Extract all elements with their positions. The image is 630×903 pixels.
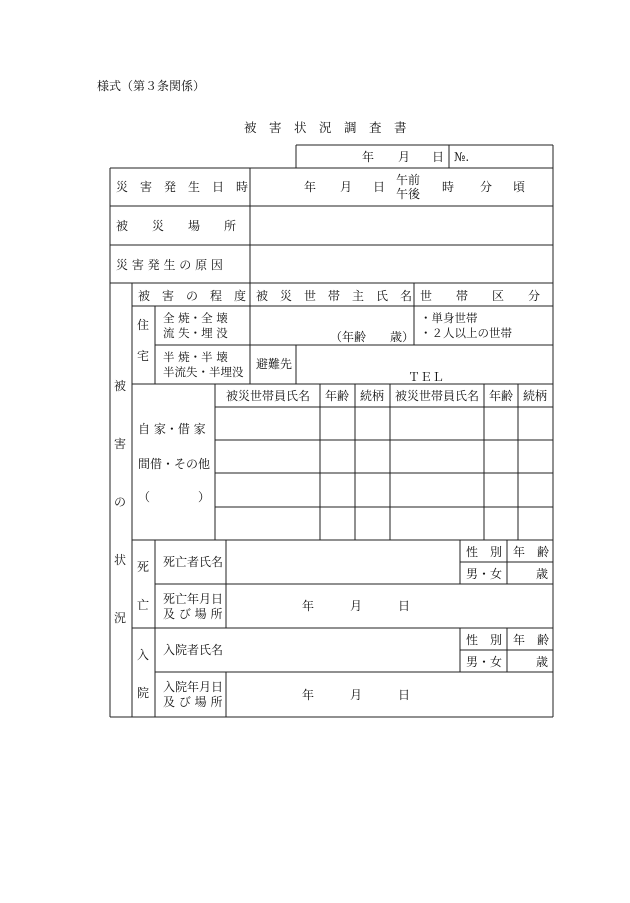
death-day: 日: [398, 599, 411, 613]
house-side-char-1: 住: [137, 318, 150, 332]
occurrence-label: 災 害 発 生 日 時: [116, 180, 249, 194]
householder-label: 被 災 世 帯 主 氏 名: [256, 289, 413, 303]
form-label: 様式（第３条関係）: [97, 79, 206, 93]
occurrence-month: 月: [340, 180, 353, 194]
full-destroyed-label-1: 全 焼・全 壊: [163, 311, 228, 325]
death-month: 月: [350, 599, 363, 613]
occurrence-year: 年: [304, 180, 317, 194]
damage-side-char-2: 害: [114, 437, 127, 451]
date-day-label: 日: [432, 150, 445, 164]
death-side-char-1: 死: [137, 560, 150, 574]
cause-label: 災 害 発 生 の 原 因: [116, 258, 223, 272]
hospital-gender-label: 性 別: [466, 633, 503, 647]
damage-side-char-1: 被: [114, 379, 127, 393]
multi-household-option: ・２人以上の世帯: [420, 326, 512, 340]
date-month-label: 月: [398, 150, 411, 164]
hospital-day: 日: [398, 688, 411, 702]
death-side-char-2: 亡: [137, 598, 150, 612]
number-label: №.: [454, 150, 470, 164]
hospital-name-label: 入院者氏名: [163, 643, 224, 657]
ownership-label-2: 間借・その他: [138, 457, 211, 471]
hospital-gender-value: 男・女: [466, 655, 503, 669]
occurrence-minute: 分: [480, 180, 493, 194]
hospital-side-char-2: 院: [137, 686, 150, 700]
hospital-side-char-1: 入: [137, 648, 150, 662]
occurrence-approx: 頃: [513, 180, 526, 194]
hospital-age-unit: 歳: [536, 655, 549, 669]
damage-side-char-3: の: [114, 495, 127, 509]
death-date-label-2: 及 び 場 所: [163, 607, 223, 621]
occurrence-am: 午前: [396, 173, 421, 187]
death-gender-value: 男・女: [466, 567, 503, 581]
member-name-header-1: 被災世帯員氏名: [226, 389, 311, 403]
death-year: 年: [302, 599, 315, 613]
death-age-unit: 歳: [536, 567, 549, 581]
death-gender-label: 性 別: [466, 545, 503, 559]
date-year-label: 年: [362, 150, 375, 164]
death-date-label-1: 死亡年月日: [163, 592, 224, 606]
death-age-label: 年 齢: [513, 545, 550, 559]
hospital-year: 年: [302, 688, 315, 702]
house-side-char-2: 宅: [137, 349, 150, 363]
hospital-date-label-2: 及 び 場 所: [163, 695, 223, 709]
tel-label: ＴＥＬ: [408, 370, 445, 384]
death-name-label: 死亡者氏名: [163, 555, 224, 569]
half-destroyed-label-2: 半流失・半埋没: [163, 365, 244, 379]
evacuation-label: 避難先: [256, 357, 293, 371]
member-age-header-2: 年齢: [489, 389, 514, 403]
householder-age-label: （年齢 歳）: [330, 330, 415, 344]
ownership-label-3: （ ）: [138, 490, 211, 504]
damage-side-char-5: 況: [114, 611, 127, 625]
hospital-age-label: 年 齢: [513, 633, 550, 647]
form-title: 被 害 状 況 調 査 書: [244, 120, 407, 135]
occurrence-hour: 時: [442, 180, 455, 194]
ownership-label-1: 自 家・借 家: [138, 422, 206, 436]
damage-side-char-4: 状: [114, 553, 127, 567]
member-relation-header-2: 続柄: [523, 389, 548, 403]
full-destroyed-label-2: 流 失・埋 没: [163, 326, 228, 340]
single-household-option: ・単身世帯: [420, 311, 478, 325]
hospital-date-label-1: 入院年月日: [163, 680, 224, 694]
damage-degree-label: 被 害 の 程 度: [138, 289, 247, 303]
hospital-month: 月: [350, 688, 363, 702]
member-age-header-1: 年齢: [325, 389, 350, 403]
occurrence-pm: 午後: [396, 187, 421, 201]
half-destroyed-label-1: 半 焼・半 壊: [163, 350, 228, 364]
place-label: 被 災 場 所: [116, 219, 237, 233]
occurrence-day: 日: [373, 180, 386, 194]
household-category-label: 世 帯 区 分: [420, 289, 541, 303]
member-relation-header-1: 続柄: [360, 389, 385, 403]
member-name-header-2: 被災世帯員氏名: [395, 389, 480, 403]
